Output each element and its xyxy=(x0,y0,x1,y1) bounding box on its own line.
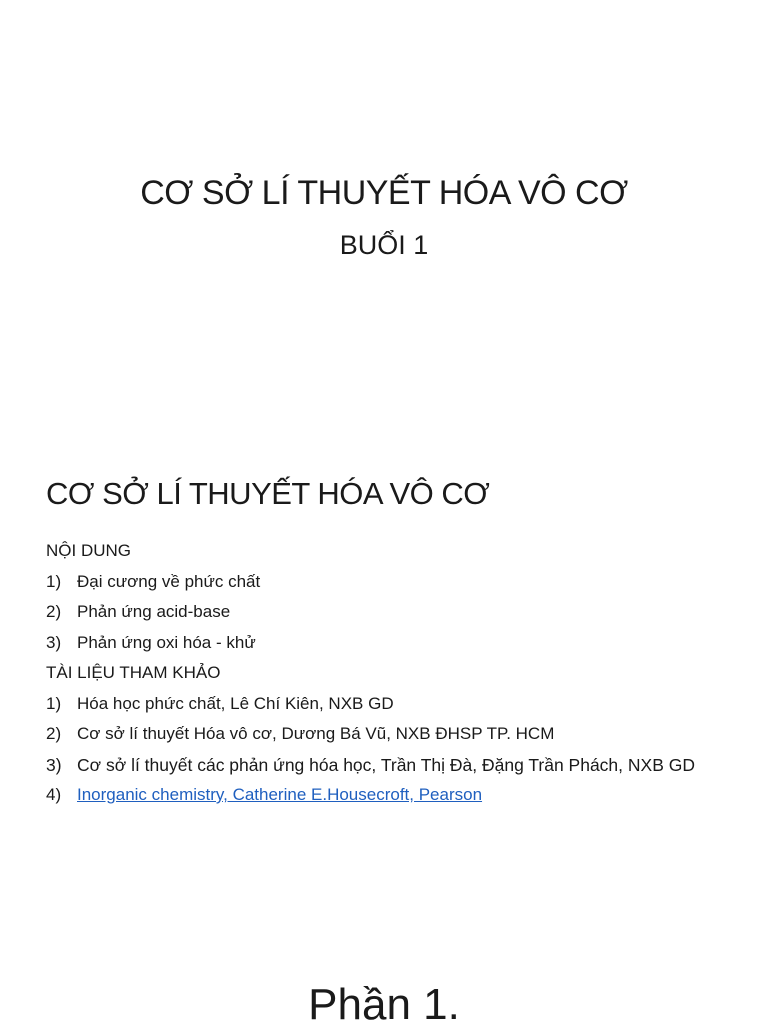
slide-1-subtitle: BUỔI 1 xyxy=(339,230,429,260)
reference-text: Cơ sở lí thuyết các phản ứng hóa học, Trần Thị Đà, Đặng Trần Phách, NXB GD xyxy=(77,754,695,775)
reference-item xyxy=(46,750,746,781)
reference-item xyxy=(46,780,746,811)
content-heading: NỘI DUNG xyxy=(46,541,131,560)
slide-3-title: Phần 1. xyxy=(308,980,460,1029)
content-item-number: 1) xyxy=(46,571,62,591)
content-item-number: 3) xyxy=(46,632,62,652)
content-item-text: Phản ứng acid-base xyxy=(77,602,231,621)
reference-number: 2) xyxy=(46,724,62,743)
content-item-text: Phản ứng oxi hóa - khử xyxy=(77,632,256,652)
reference-item xyxy=(46,719,746,750)
slide-3 xyxy=(0,948,768,1029)
content-item-number: 2) xyxy=(46,602,62,621)
reference-text: Cơ sở lí thuyết Hóa vô cơ, Dương Bá Vũ, NXB ĐHSP TP. HCM xyxy=(77,724,555,743)
content-item-text: Đại cương về phức chất xyxy=(77,571,261,591)
slide-1 xyxy=(0,0,768,432)
reference-number: 4) xyxy=(46,785,62,804)
slide-2-content xyxy=(46,536,746,811)
slide-2-title: CƠ SỞ LÍ THUYẾT HÓA VÔ CƠ xyxy=(46,476,490,511)
content-item xyxy=(46,567,746,598)
reference-text: Hóa học phức chất, Lê Chí Kiên, NXB GD xyxy=(77,693,394,713)
reference-link[interactable]: Inorganic chemistry, Catherine E.Housecroft, Pearson xyxy=(77,785,483,804)
content-item xyxy=(46,597,746,628)
references-heading: TÀI LIỆU THAM KHẢO xyxy=(46,663,221,682)
slide-1-title: CƠ SỞ LÍ THUYẾT HÓA VÔ CƠ xyxy=(140,174,628,212)
slide-2 xyxy=(0,432,768,948)
reference-item xyxy=(46,689,746,720)
reference-number: 1) xyxy=(46,693,62,713)
content-item xyxy=(46,628,746,659)
reference-number: 3) xyxy=(46,754,62,775)
